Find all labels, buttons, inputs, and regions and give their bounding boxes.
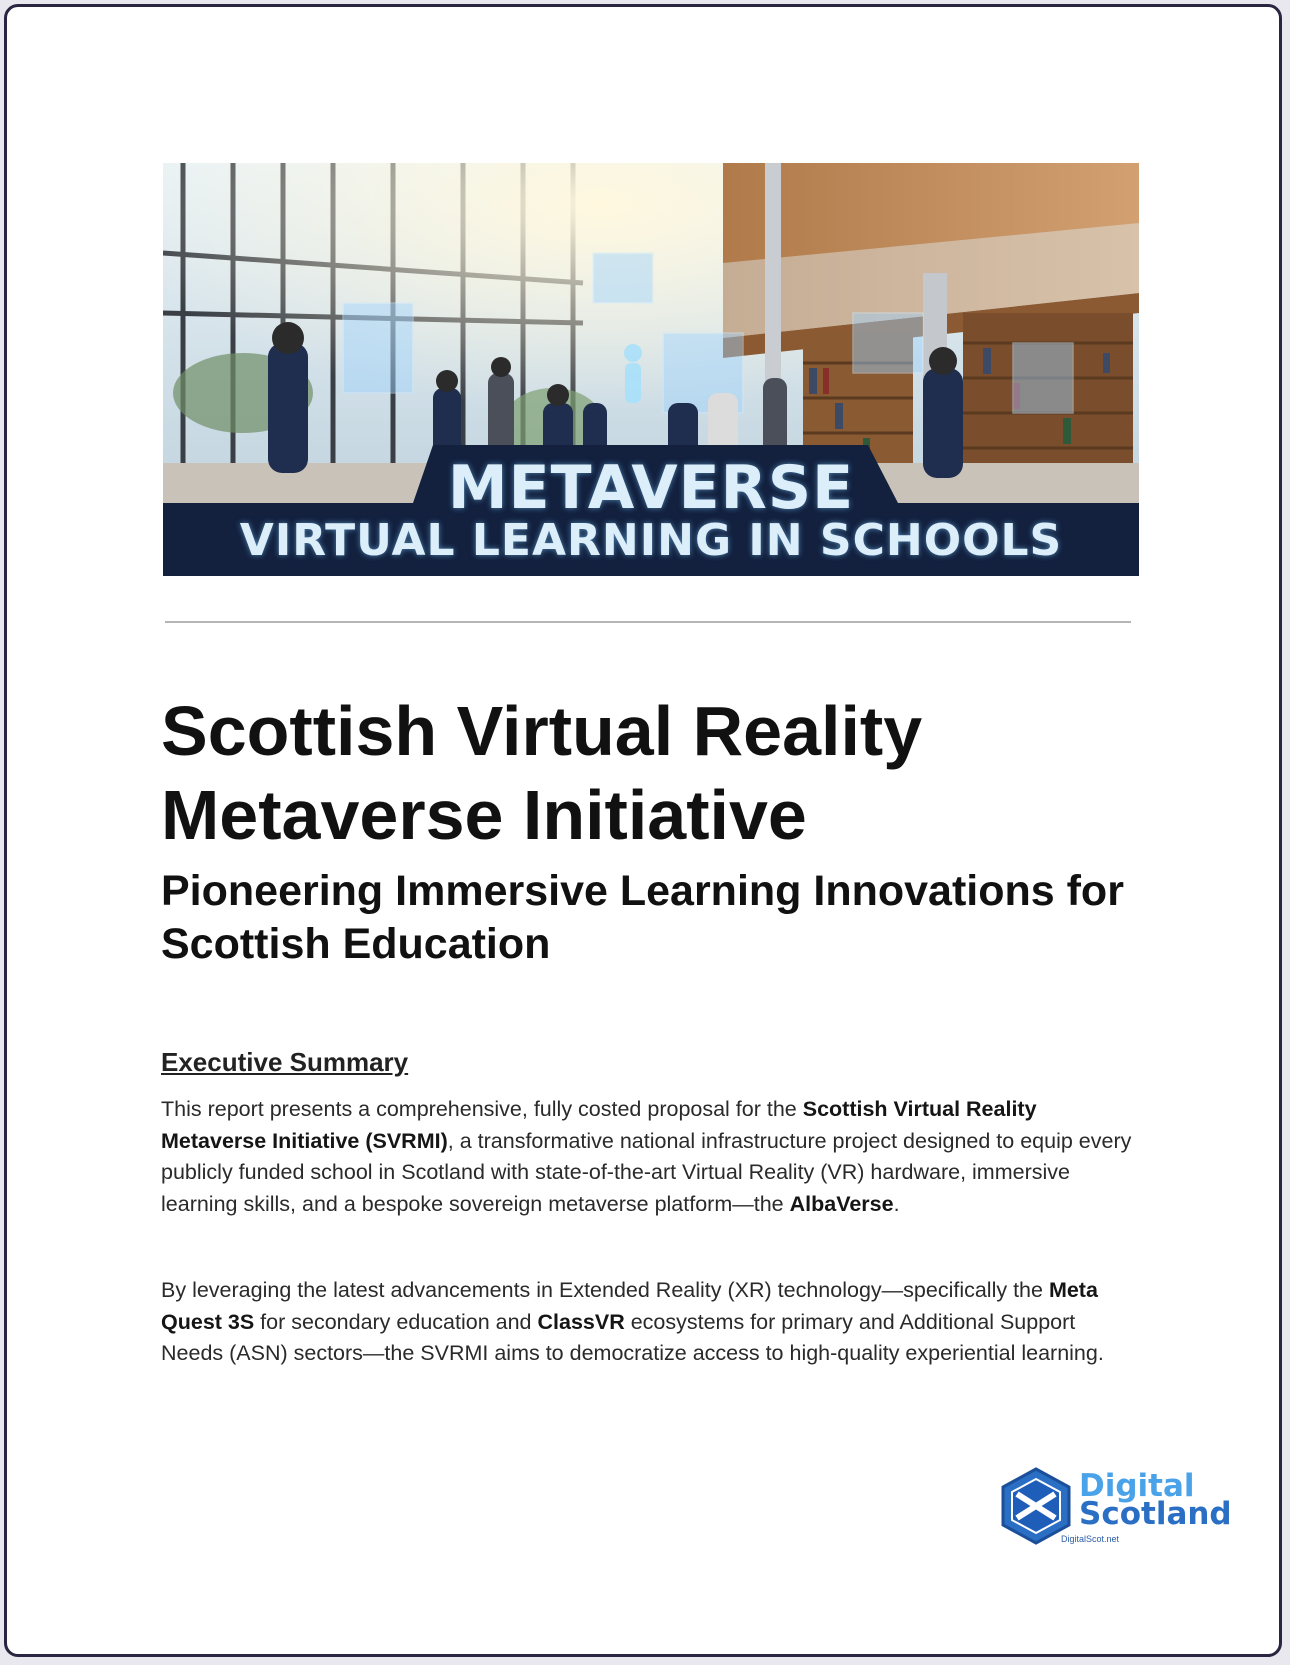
document-title: Scottish Virtual Reality Metaverse Initiative [161,692,923,854]
text-run: ecosystems for primary and Additional Support Needs (ASN) sectors—the SVRMI aims to democratize access to high-quality experiential learning. [161,1309,1104,1365]
logo-word-digital: Digital [1079,1468,1195,1504]
text-run: . [893,1191,900,1216]
banner-line-2: VIRTUAL LEARNING IN SCHOOLS [239,515,1063,566]
section-heading-executive-summary: Executive Summary [161,1047,409,1077]
bold-run-meta-quest: Meta Quest 3S [161,1278,1098,1334]
digital-scotland-logo [997,1462,1232,1552]
summary-paragraph-2 [161,1275,1141,1370]
logo-url: DigitalScot.net [1061,1534,1120,1544]
divider-line [165,621,1131,623]
text-run: By leveraging the latest advancements in Extended Reality (XR) technology—specifically the [161,1278,1049,1302]
summary-paragraph-1 [161,1094,1141,1220]
bold-run-svrmi: Scottish Virtual Reality Metaverse Initiative (SVRMI) [161,1097,1037,1153]
logo-word-scotland: Scotland [1079,1496,1232,1532]
bold-run-classvr: ClassVR [537,1309,625,1334]
text-run: for secondary education and [254,1309,538,1334]
bold-run-albaverse: AlbaVerse [789,1191,894,1216]
text-run: This report presents a comprehensive, fully costed proposal for the [161,1097,803,1121]
hero-banner-image [163,163,1139,576]
text-run: , a transformative national infrastructure project designed to equip every publicly funded school in Scotland with state-of-the-art Virtual Reality (VR) hardware, immersive learning skills, and a bespoke sovereign metaverse platform—the [161,1128,1132,1216]
document-subtitle: Pioneering Immersive Learning Innovations for Scottish Education [161,867,1124,968]
banner-line-1: METAVERSE [447,453,855,523]
document-page [4,4,1282,1657]
